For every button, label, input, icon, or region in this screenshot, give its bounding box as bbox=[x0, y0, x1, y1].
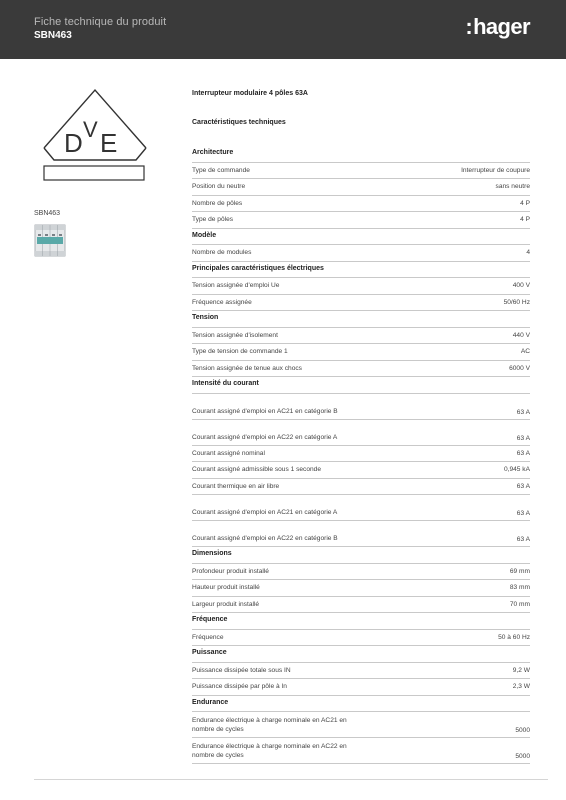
spec-row bbox=[192, 295, 530, 312]
document-type: Fiche technique du produit bbox=[34, 16, 167, 28]
spec-value: 5000 bbox=[515, 753, 530, 760]
spec-value: AC bbox=[520, 348, 530, 356]
spec-section-heading: Principales caractéristiques électriques bbox=[192, 262, 530, 279]
spec-row bbox=[192, 196, 530, 213]
spec-row bbox=[192, 361, 530, 378]
spec-table bbox=[192, 146, 530, 764]
spec-sheet-content bbox=[192, 88, 530, 764]
vde-letter-e: E bbox=[100, 128, 118, 158]
spec-label: Nombre de pôles bbox=[192, 199, 243, 207]
spec-row bbox=[192, 328, 530, 345]
spec-value: 69 mm bbox=[509, 567, 530, 575]
spec-label: Courant assigné d'emploi en AC22 en catégorie B bbox=[192, 535, 338, 542]
header-bar bbox=[0, 0, 566, 59]
spec-label: Puissance dissipée par pôle à In bbox=[192, 683, 287, 691]
spec-label: Fréquence assignée bbox=[192, 298, 252, 306]
spec-row bbox=[192, 495, 530, 521]
spec-value: 6000 V bbox=[509, 364, 530, 372]
spec-row bbox=[192, 212, 530, 229]
spec-label: Endurance électrique à charge nominale en AC22 en nombre de cycles bbox=[192, 743, 347, 759]
spec-row bbox=[192, 479, 530, 496]
vde-letter-d: D bbox=[64, 128, 83, 158]
spec-value: 2,3 W bbox=[512, 683, 530, 691]
spec-label: Tension assignée d'emploi Ue bbox=[192, 282, 280, 290]
spec-section-heading: Architecture bbox=[192, 146, 530, 163]
brand-logo bbox=[465, 14, 530, 40]
spec-value: 440 V bbox=[512, 331, 530, 339]
spec-label: Profondeur produit installé bbox=[192, 567, 269, 575]
spec-section-heading: Fréquence bbox=[192, 613, 530, 630]
spec-value: 400 V bbox=[512, 282, 530, 290]
spec-row bbox=[192, 245, 530, 262]
spec-row bbox=[192, 462, 530, 479]
spec-value: 63 A bbox=[516, 449, 530, 457]
spec-value: 4 P bbox=[520, 199, 530, 207]
spec-row bbox=[192, 738, 530, 764]
footer-divider bbox=[34, 779, 548, 780]
spec-row bbox=[192, 679, 530, 696]
spec-label: Courant assigné d'emploi en AC21 en catégorie A bbox=[192, 509, 338, 516]
vde-certification-logo bbox=[34, 86, 156, 182]
spec-value: 83 mm bbox=[509, 584, 530, 592]
spec-row bbox=[192, 663, 530, 680]
brand-dots-icon: : bbox=[465, 14, 473, 39]
technical-characteristics-title: Caractéristiques techniques bbox=[192, 119, 286, 126]
spec-label: Tension assignée de tenue aux chocs bbox=[192, 364, 302, 372]
spec-value: 9,2 W bbox=[512, 666, 530, 674]
spec-label: Type de pôles bbox=[192, 216, 234, 224]
product-title: Interrupteur modulaire 4 pôles 63A bbox=[192, 90, 308, 97]
spec-label: Puissance dissipée totale sous IN bbox=[192, 666, 291, 674]
spec-row bbox=[192, 597, 530, 614]
spec-label: Largeur produit installé bbox=[192, 600, 260, 608]
spec-label: Courant assigné d'emploi en AC22 en catégorie A bbox=[192, 433, 338, 441]
spec-label: Courant assigné admissible sous 1 seconde bbox=[192, 466, 322, 474]
spec-row bbox=[192, 179, 530, 196]
spec-value: 4 P bbox=[520, 216, 530, 224]
spec-value: 63 A bbox=[516, 434, 530, 442]
spec-section-heading: Endurance bbox=[192, 696, 530, 713]
spec-label: Position du neutre bbox=[192, 183, 246, 191]
spec-value: 50 à 60 Hz bbox=[498, 633, 530, 641]
spec-value: 63 A bbox=[516, 536, 530, 543]
spec-label: Type de tension de commande 1 bbox=[192, 348, 288, 356]
spec-value: 70 mm bbox=[509, 600, 530, 608]
spec-value: 5000 bbox=[515, 727, 530, 734]
spec-value: sans neutre bbox=[495, 183, 530, 191]
spec-label: Courant assigné d'emploi en AC21 en catégorie B bbox=[192, 407, 338, 415]
spec-label: Fréquence bbox=[192, 633, 224, 641]
spec-label: Courant thermique en air libre bbox=[192, 482, 280, 490]
brand-name: hager bbox=[473, 14, 530, 39]
spec-value: 63 A bbox=[516, 510, 530, 517]
product-photo bbox=[34, 224, 66, 257]
spec-row bbox=[192, 278, 530, 295]
spec-label: Hauteur produit installé bbox=[192, 584, 260, 592]
vde-letter-v: V bbox=[83, 117, 98, 142]
spec-value: 50/60 Hz bbox=[503, 298, 530, 306]
spec-row bbox=[192, 521, 530, 547]
spec-row bbox=[192, 580, 530, 597]
spec-label: Endurance électrique à charge nominale en AC21 en nombre de cycles bbox=[192, 717, 347, 733]
spec-row bbox=[192, 163, 530, 180]
product-reference: SBN463 bbox=[34, 30, 72, 41]
spec-value: 4 bbox=[526, 249, 530, 257]
spec-row bbox=[192, 564, 530, 581]
spec-section-heading: Tension bbox=[192, 311, 530, 328]
spec-label: Nombre de modules bbox=[192, 249, 252, 257]
spec-section-heading: Modèle bbox=[192, 229, 530, 246]
spec-row bbox=[192, 420, 530, 446]
spec-row bbox=[192, 712, 530, 738]
spec-value: 63 A bbox=[516, 408, 530, 416]
spec-section-heading: Intensité du courant bbox=[192, 377, 530, 394]
thumbnail-reference: SBN463 bbox=[34, 210, 61, 217]
spec-row bbox=[192, 630, 530, 647]
spec-section-heading: Dimensions bbox=[192, 547, 530, 564]
spec-value: 63 A bbox=[516, 482, 530, 490]
spec-value: 0,945 kA bbox=[503, 466, 530, 474]
spec-value: Interrupteur de coupure bbox=[461, 166, 530, 174]
spec-label: Courant assigné nominal bbox=[192, 449, 265, 457]
spec-row bbox=[192, 446, 530, 463]
spec-section-heading: Puissance bbox=[192, 646, 530, 663]
spec-label: Tension assignée d'isolement bbox=[192, 331, 278, 339]
spec-row bbox=[192, 394, 530, 420]
spec-label: Type de commande bbox=[192, 166, 250, 174]
spec-row bbox=[192, 344, 530, 361]
